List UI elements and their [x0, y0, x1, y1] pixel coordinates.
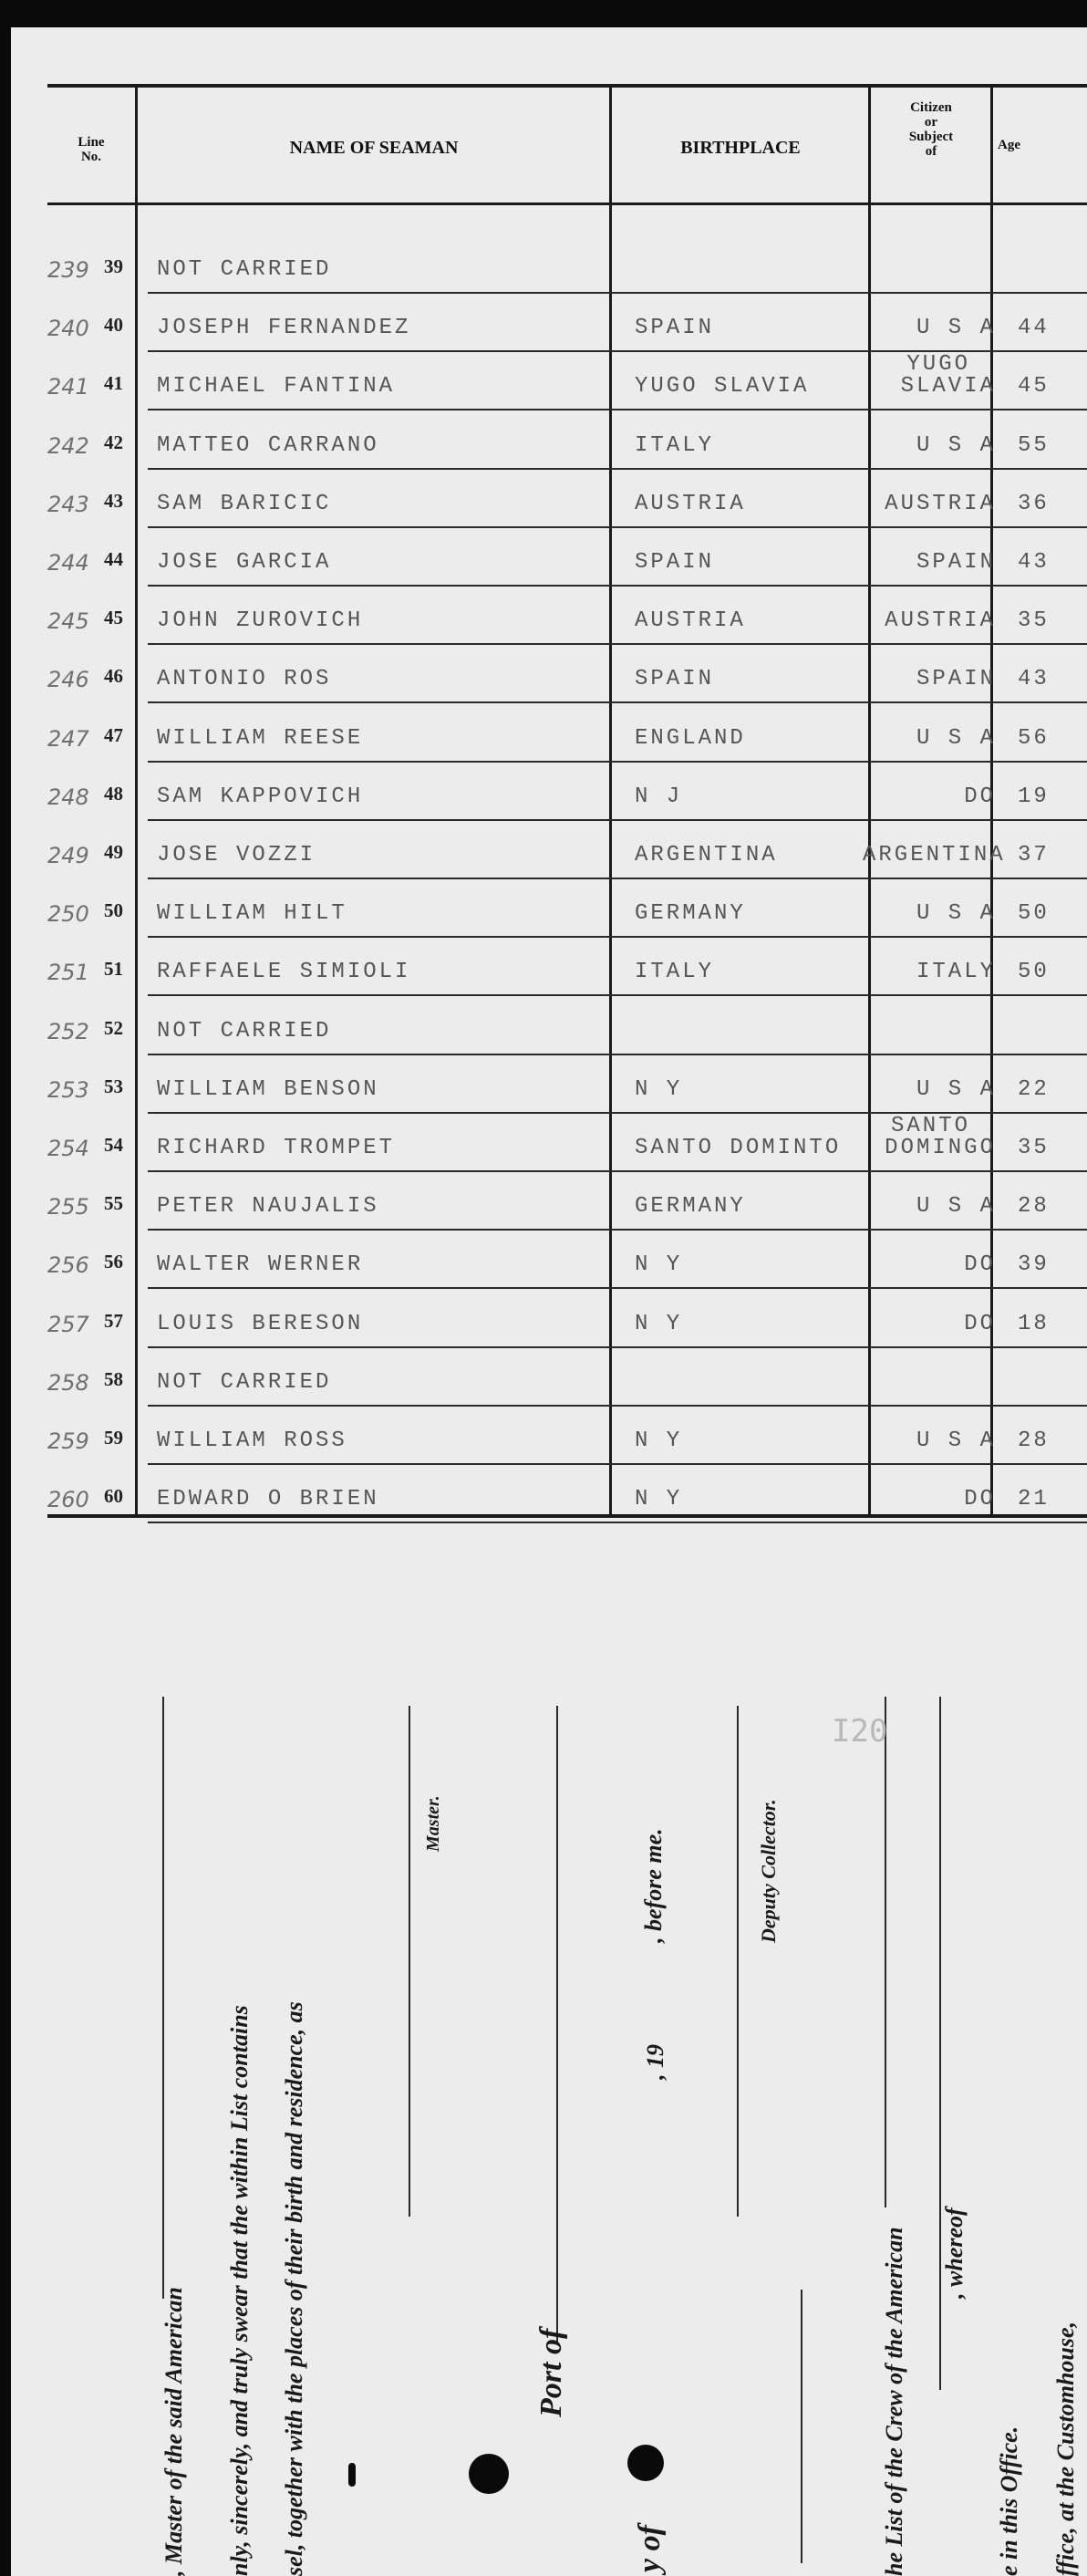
seaman-name: WILLIAM ROSS: [157, 1428, 347, 1453]
oath-deputy-collector: Deputy Collector.: [757, 1799, 780, 1943]
handwritten-line-number: 242: [47, 433, 89, 459]
oath-rule-4: [737, 1706, 739, 2217]
header-birthplace: BIRTHPLACE: [680, 138, 801, 158]
header-line-no: [47, 135, 135, 164]
printed-line-number: 45: [104, 607, 123, 628]
oath-line-master-american: , Master of the said American: [160, 2287, 187, 2576]
birthplace: GERMANY: [635, 1194, 746, 1219]
citizen-of: U S A: [916, 1194, 996, 1219]
table-row: [11, 588, 1087, 647]
row-rule: [148, 1405, 1087, 1407]
age: 55: [1018, 433, 1050, 458]
printed-line-number: 56: [104, 1251, 123, 1272]
birthplace: N Y: [635, 1428, 683, 1453]
row-rule: [148, 585, 1087, 587]
citizen-of: U S A: [916, 1077, 996, 1102]
table-row: [11, 354, 1087, 412]
seaman-name: EDWARD O BRIEN: [157, 1487, 379, 1511]
table-row: [11, 1292, 1087, 1350]
age: 28: [1018, 1194, 1050, 1219]
table-row: [11, 413, 1087, 472]
table-row: [11, 1408, 1087, 1467]
header-line-no-line2: No.: [80, 150, 102, 164]
citizen-of: ITALY: [916, 960, 996, 984]
seaman-name: MATTEO CARRANO: [157, 433, 379, 458]
table-row: [11, 823, 1087, 881]
citizen-of: DO: [964, 1487, 996, 1511]
seaman-name: WILLIAM HILT: [157, 901, 347, 926]
seaman-name: NOT CARRIED: [157, 1370, 332, 1395]
birthplace: SPAIN: [635, 667, 715, 691]
age: 22: [1018, 1077, 1050, 1102]
printed-line-number: 58: [104, 1368, 123, 1390]
birthplace: AUSTRIA: [635, 492, 746, 516]
oath-master-label: Master.: [423, 1795, 443, 1852]
birthplace: ENGLAND: [635, 726, 746, 751]
row-rule: [148, 994, 1087, 996]
handwritten-line-number: 245: [47, 608, 89, 634]
table-row: [11, 764, 1087, 823]
printed-line-number: 42: [104, 431, 123, 453]
table-row: [11, 1467, 1087, 1525]
seaman-name: ANTONIO ROS: [157, 667, 332, 691]
age: 50: [1018, 960, 1050, 984]
age: 28: [1018, 1428, 1050, 1453]
age: 37: [1018, 843, 1050, 867]
row-rule: [148, 1346, 1087, 1348]
printed-line-number: 51: [104, 958, 123, 980]
oath-day-of: y of: [633, 2525, 667, 2572]
printed-line-number: 60: [104, 1485, 123, 1507]
seaman-name: RICHARD TROMPET: [157, 1136, 396, 1160]
age: 19: [1018, 784, 1050, 809]
handwritten-line-number: 254: [47, 1136, 89, 1161]
handwritten-line-number: 257: [47, 1312, 89, 1337]
seaman-name: JOSEPH FERNANDEZ: [157, 316, 411, 340]
header-citizen-line1: Citizen: [910, 100, 952, 115]
oath-list-crew: he List of the Crew of the American: [881, 2227, 907, 2576]
oath-year: , 19: [642, 2044, 668, 2080]
birthplace: SPAIN: [635, 316, 715, 340]
row-rule: [148, 643, 1087, 645]
seaman-name: WALTER WERNER: [157, 1252, 364, 1277]
handwritten-line-number: 241: [47, 374, 89, 400]
header-citizen: [872, 100, 990, 159]
handwritten-line-number: 247: [47, 726, 89, 752]
handwritten-line-number: 243: [47, 492, 89, 517]
citizen-of: DOMINGO: [885, 1136, 996, 1160]
handwritten-line-number: 259: [47, 1428, 89, 1454]
citizen-of-upper: YUGO: [906, 352, 970, 377]
table-row: [11, 1174, 1087, 1232]
table-row: [11, 940, 1087, 998]
table-row: [11, 237, 1087, 296]
row-rule: [148, 1170, 1087, 1172]
seaman-name: JOHN ZUROVICH: [157, 608, 364, 633]
ink-mark: [348, 2463, 356, 2487]
oath-line-swear: nly, sincerely, and truly swear that the within List contains: [226, 2005, 253, 2576]
birthplace: SPAIN: [635, 550, 715, 575]
birthplace: ITALY: [635, 960, 715, 984]
row-rule: [148, 878, 1087, 879]
birthplace: GERMANY: [635, 901, 746, 926]
seaman-name: PETER NAUJALIS: [157, 1194, 379, 1219]
seaman-name: NOT CARRIED: [157, 1019, 332, 1044]
printed-line-number: 39: [104, 255, 123, 277]
age: 45: [1018, 374, 1050, 399]
oath-rule-5: [801, 2290, 802, 2563]
printed-line-number: 53: [104, 1075, 123, 1097]
row-rule: [148, 1463, 1087, 1465]
printed-line-number: 52: [104, 1017, 123, 1039]
row-rule: [148, 292, 1087, 294]
row-rule: [148, 819, 1087, 821]
seaman-name: JOSE VOZZI: [157, 843, 316, 867]
handwritten-line-number: 249: [47, 843, 89, 868]
age: 35: [1018, 608, 1050, 633]
printed-line-number: 48: [104, 783, 123, 805]
table-row: [11, 999, 1087, 1057]
seaman-name: LOUIS BERESON: [157, 1312, 364, 1336]
seaman-name: WILLIAM REESE: [157, 726, 364, 751]
seaman-name: SAM BARICIC: [157, 492, 332, 516]
handwritten-line-number: 244: [47, 550, 89, 576]
birthplace: N Y: [635, 1487, 683, 1511]
header-citizen-line3: Subject: [908, 130, 954, 144]
punch-hole-2: [627, 2445, 664, 2481]
printed-line-number: 40: [104, 314, 123, 336]
birthplace: YUGO SLAVIA: [635, 374, 810, 399]
handwritten-line-number: 260: [47, 1487, 89, 1512]
handwritten-line-number: 258: [47, 1370, 89, 1396]
table-row: [11, 647, 1087, 705]
printed-line-number: 44: [104, 548, 123, 570]
citizen-of: SPAIN: [916, 667, 996, 691]
printed-line-number: 54: [104, 1134, 123, 1156]
age: 35: [1018, 1136, 1050, 1160]
punch-hole-1: [469, 2454, 509, 2494]
handwritten-line-number: 255: [47, 1194, 89, 1220]
citizen-of: ARGENTINA: [863, 843, 1006, 867]
header-bottom-rule: [47, 203, 1087, 205]
handwritten-line-number: 251: [47, 960, 89, 985]
table-row: [11, 1116, 1087, 1174]
oath-port-of: Port of: [534, 2328, 568, 2417]
birthplace: ITALY: [635, 433, 715, 458]
handwritten-line-number: 252: [47, 1019, 89, 1044]
table-row: [11, 1232, 1087, 1291]
age: 21: [1018, 1487, 1050, 1511]
table-row: [11, 472, 1087, 530]
birthplace: N Y: [635, 1077, 683, 1102]
citizen-of: DO: [964, 1312, 996, 1336]
table-row: [11, 881, 1087, 940]
seaman-name: JOSE GARCIA: [157, 550, 332, 575]
row-rule: [148, 526, 1087, 528]
age: 43: [1018, 667, 1050, 691]
citizen-of: SLAVIA: [900, 374, 996, 399]
printed-line-number: 47: [104, 724, 123, 746]
row-rule: [148, 1522, 1087, 1523]
oath-rule-3: [556, 1706, 558, 2344]
oath-rule-1: [162, 1697, 164, 2299]
oath-rule-6: [885, 1697, 886, 2207]
age: 44: [1018, 316, 1050, 340]
row-rule: [148, 936, 1087, 938]
header-line-no-line1: Line: [78, 135, 105, 150]
citizen-of: SPAIN: [916, 550, 996, 575]
age: 36: [1018, 492, 1050, 516]
row-rule: [148, 761, 1087, 763]
handwritten-line-number: 253: [47, 1077, 89, 1103]
citizen-of: DO: [964, 784, 996, 809]
row-rule: [148, 409, 1087, 410]
printed-line-number: 49: [104, 841, 123, 863]
printed-line-number: 59: [104, 1427, 123, 1449]
age: 56: [1018, 726, 1050, 751]
seaman-name: RAFFAELE SIMIOLI: [157, 960, 411, 984]
oath-customhouse: ffice, at the Customhouse,: [1052, 2321, 1079, 2576]
citizen-of: U S A: [916, 433, 996, 458]
header-citizen-line2: or: [924, 115, 938, 130]
citizen-of: U S A: [916, 726, 996, 751]
row-rule: [148, 468, 1087, 470]
handwritten-line-number: 250: [47, 901, 89, 927]
birthplace: N Y: [635, 1312, 683, 1336]
oath-in-this-office: e in this Office.: [996, 2425, 1022, 2576]
row-rule: [148, 701, 1087, 703]
citizen-of: AUSTRIA: [885, 492, 996, 516]
table-row: [11, 706, 1087, 764]
crew-list-page: [11, 27, 1087, 2576]
seaman-name: NOT CARRIED: [157, 257, 332, 282]
oath-rule-2: [409, 1706, 410, 2217]
printed-line-number: 55: [104, 1192, 123, 1214]
seaman-name: MICHAEL FANTINA: [157, 374, 396, 399]
handwritten-line-number: 239: [47, 257, 89, 283]
table-top-rule: [47, 84, 1087, 88]
table-row: [11, 296, 1087, 354]
table-row: [11, 530, 1087, 588]
handwritten-line-number: 248: [47, 784, 89, 810]
handwritten-line-number: 246: [47, 667, 89, 692]
seaman-name: SAM KAPPOVICH: [157, 784, 364, 809]
citizen-of: U S A: [916, 1428, 996, 1453]
printed-line-number: 46: [104, 665, 123, 687]
age: 50: [1018, 901, 1050, 926]
table-row: [11, 1057, 1087, 1116]
birthplace: SANTO DOMINTO: [635, 1136, 842, 1160]
oath-line-birth-residence: sel, together with the places of their birth and residence, as: [281, 2001, 307, 2576]
birthplace: ARGENTINA: [635, 843, 778, 867]
printed-line-number: 41: [104, 372, 123, 394]
citizen-of: U S A: [916, 316, 996, 340]
header-citizen-line4: of: [925, 144, 937, 159]
birthplace: N J: [635, 784, 683, 809]
handwritten-line-number: 256: [47, 1252, 89, 1278]
oath-before-me: , before me.: [640, 1828, 667, 1943]
citizen-of: AUSTRIA: [885, 608, 996, 633]
seaman-name: WILLIAM BENSON: [157, 1077, 379, 1102]
citizen-of: DO: [964, 1252, 996, 1277]
citizen-of-upper: SANTO: [890, 1114, 970, 1138]
row-rule: [148, 1054, 1087, 1055]
citizen-of: U S A: [916, 901, 996, 926]
handwritten-line-number: 240: [47, 316, 89, 341]
header-age: Age: [998, 138, 1020, 152]
age: 43: [1018, 550, 1050, 575]
header-name-of-seaman: NAME OF SEAMAN: [289, 138, 459, 158]
faded-stamp-number: I20: [832, 1713, 888, 1750]
row-rule: [148, 1287, 1087, 1289]
table-row: [11, 1350, 1087, 1408]
birthplace: N Y: [635, 1252, 683, 1277]
printed-line-number: 43: [104, 490, 123, 512]
age: 18: [1018, 1312, 1050, 1336]
oath-whereof: , whereof: [941, 2207, 968, 2299]
birthplace: AUSTRIA: [635, 608, 746, 633]
row-rule: [148, 1229, 1087, 1231]
printed-line-number: 57: [104, 1310, 123, 1332]
age: 39: [1018, 1252, 1050, 1277]
printed-line-number: 50: [104, 899, 123, 921]
